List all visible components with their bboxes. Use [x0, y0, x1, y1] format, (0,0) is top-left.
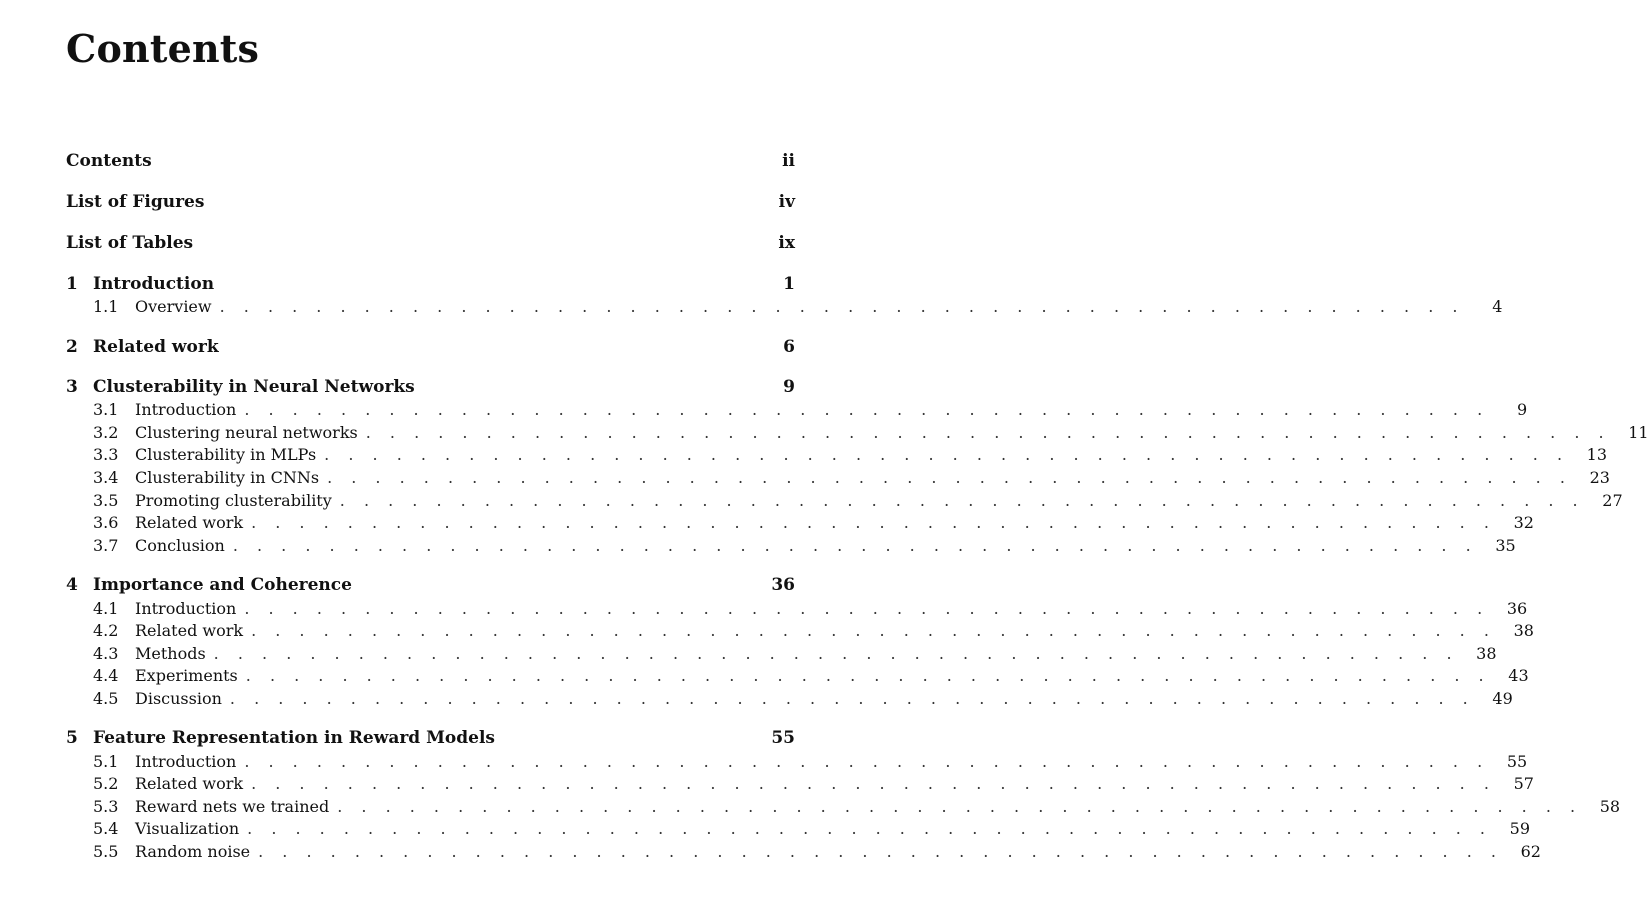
section-number: 4.4 [93, 666, 119, 685]
section-number: 5.5 [93, 842, 119, 861]
dot-leader: . . . . . . . . . . . . . . . . . . . . . . . . . . . . . . . . . . . . . . . . . . . . . . . . . . . . [244, 599, 1490, 618]
dot-leader: . . . . . . . . . . . . . . . . . . . . . . . . . . . . . . . . . . . . . . . . . . . . . . . . . . . . [213, 644, 1459, 663]
dot-leader: . . . . . . . . . . . . . . . . . . . . . . . . . . . . . . . . . . . . . . . . . . . . . . . . . . . . [337, 797, 1583, 816]
chapter-page: 6 [783, 337, 795, 357]
section-page: 43 [1508, 666, 1529, 685]
section-title: Methods [135, 644, 206, 663]
toc-section[interactable] [66, 599, 1528, 621]
section-number: 5.4 [93, 819, 119, 838]
toc-entry-label: List of Tables [66, 233, 194, 253]
toc-section[interactable] [66, 819, 1530, 841]
section-title: Conclusion [135, 536, 225, 555]
section-number: 3.7 [93, 536, 119, 555]
section-title: Introduction [135, 599, 237, 618]
toc-entry-page: ii [782, 151, 795, 171]
section-number: 3.6 [93, 513, 119, 532]
chapter-number: 1 [66, 274, 78, 294]
chapter-title: Importance and Coherence [93, 575, 352, 595]
section-title: Discussion [135, 689, 222, 708]
section-title: Related work [135, 513, 244, 532]
chapter-number: 3 [66, 377, 78, 397]
toc-entry-list-of-tables[interactable] [66, 233, 795, 255]
toc-section[interactable] [66, 423, 1649, 445]
dot-leader: . . . . . . . . . . . . . . . . . . . . . . . . . . . . . . . . . . . . . . . . . . . . . . . . . . . . [244, 400, 1490, 419]
section-page: 57 [1513, 774, 1534, 793]
section-page: 9 [1517, 400, 1528, 419]
section-title: Related work [135, 774, 244, 793]
section-number: 4.2 [93, 621, 119, 640]
toc-section[interactable] [66, 842, 1541, 864]
chapter-page: 9 [783, 377, 795, 397]
chapter-page: 36 [771, 575, 795, 595]
toc-entry-page: ix [778, 233, 795, 253]
section-page: 62 [1520, 842, 1541, 861]
section-page: 58 [1599, 797, 1621, 816]
section-page: 36 [1506, 599, 1528, 618]
dot-leader: . . . . . . . . . . . . . . . . . . . . . . . . . . . . . . . . . . . . . . . . . . . . . . . . . . . . [245, 666, 1491, 685]
section-page: 38 [1513, 621, 1534, 640]
toc-section[interactable] [66, 536, 1516, 558]
section-title: Related work [135, 621, 244, 640]
section-title: Introduction [135, 752, 237, 771]
section-title: Clustering neural networks [135, 423, 358, 442]
dot-leader: . . . . . . . . . . . . . . . . . . . . . . . . . . . . . . . . . . . . . . . . . . . . . . . . . . . . [232, 536, 1478, 555]
section-number: 3.4 [93, 468, 119, 487]
section-number: 5.3 [93, 797, 119, 816]
section-title: Introduction [135, 400, 237, 419]
toc-section[interactable] [66, 774, 1534, 796]
toc-entry-label: Contents [66, 151, 152, 171]
section-title: Clusterability in CNNs [135, 468, 320, 487]
section-number: 3.1 [93, 400, 119, 419]
section-title: Promoting clusterability [135, 491, 332, 510]
dot-leader: . . . . . . . . . . . . . . . . . . . . . . . . . . . . . . . . . . . . . . . . . . . . . . . . . . . . [251, 621, 1496, 640]
dot-leader: . . . . . . . . . . . . . . . . . . . . . . . . . . . . . . . . . . . . . . . . . . . . . . . . . . . . [247, 819, 1492, 838]
section-number: 1.1 [93, 297, 119, 316]
chapter-number: 2 [66, 337, 78, 357]
toc-section[interactable] [66, 400, 1528, 422]
table-of-contents [66, 0, 1649, 907]
dot-leader: . . . . . . . . . . . . . . . . . . . . . . . . . . . . . . . . . . . . . . . . . . . . . . . . . . . . [258, 842, 1503, 861]
section-number: 4.3 [93, 644, 119, 663]
toc-entry-contents[interactable] [66, 151, 795, 173]
toc-chapter[interactable] [66, 377, 795, 399]
chapter-page: 55 [771, 728, 795, 748]
section-number: 3.2 [93, 423, 119, 442]
chapter-page: 1 [783, 274, 795, 294]
section-title: Clusterability in MLPs [135, 445, 317, 464]
section-number: 5.2 [93, 774, 119, 793]
chapter-number: 4 [66, 575, 78, 595]
section-number: 4.1 [93, 599, 119, 618]
dot-leader: . . . . . . . . . . . . . . . . . . . . . . . . . . . . . . . . . . . . . . . . . . . . . . . . . . . . [327, 468, 1572, 487]
section-title: Overview [135, 297, 212, 316]
section-number: 3.5 [93, 491, 119, 510]
page-title: Contents [66, 26, 260, 71]
toc-section[interactable] [66, 297, 1503, 319]
dot-leader: . . . . . . . . . . . . . . . . . . . . . . . . . . . . . . . . . . . . . . . . . . . . . . . . . . . . [365, 423, 1611, 442]
toc-section[interactable] [66, 491, 1623, 513]
section-title: Random noise [135, 842, 251, 861]
dot-leader: . . . . . . . . . . . . . . . . . . . . . . . . . . . . . . . . . . . . . . . . . . . . . . . . . . . . [339, 491, 1585, 510]
dot-leader: . . . . . . . . . . . . . . . . . . . . . . . . . . . . . . . . . . . . . . . . . . . . . . . . . . . . [219, 297, 1465, 316]
section-page: 32 [1513, 513, 1534, 532]
section-page: 11 [1628, 423, 1649, 442]
toc-chapter[interactable] [66, 337, 795, 359]
toc-section[interactable] [66, 445, 1608, 467]
dot-leader: . . . . . . . . . . . . . . . . . . . . . . . . . . . . . . . . . . . . . . . . . . . . . . . . . . . . [324, 445, 1570, 464]
section-page: 27 [1602, 491, 1623, 510]
toc-chapter[interactable] [66, 274, 795, 296]
section-title: Experiments [135, 666, 238, 685]
section-page: 49 [1492, 689, 1513, 708]
chapter-title: Related work [93, 337, 219, 357]
dot-leader: . . . . . . . . . . . . . . . . . . . . . . . . . . . . . . . . . . . . . . . . . . . . . . . . . . . . [251, 513, 1496, 532]
chapter-number: 5 [66, 728, 78, 748]
dot-leader: . . . . . . . . . . . . . . . . . . . . . . . . . . . . . . . . . . . . . . . . . . . . . . . . . . . . [251, 774, 1496, 793]
toc-section[interactable] [66, 644, 1497, 666]
section-page: 55 [1506, 752, 1528, 771]
section-page: 35 [1495, 536, 1516, 555]
toc-entry-page: iv [778, 192, 795, 212]
section-page: 23 [1589, 468, 1610, 487]
toc-section[interactable] [66, 666, 1529, 688]
toc-chapter[interactable] [66, 575, 795, 597]
chapter-title: Introduction [93, 274, 215, 294]
toc-section[interactable] [66, 797, 1621, 819]
toc-entry-list-of-figures[interactable] [66, 192, 795, 214]
section-page: 4 [1492, 297, 1503, 316]
toc-entry-label: List of Figures [66, 192, 205, 212]
section-number: 4.5 [93, 689, 119, 708]
section-number: 3.3 [93, 445, 119, 464]
toc-section[interactable] [66, 621, 1534, 643]
section-page: 59 [1509, 819, 1530, 838]
section-number: 5.1 [93, 752, 119, 771]
toc-chapter[interactable] [66, 728, 795, 750]
toc-section[interactable] [66, 468, 1610, 490]
dot-leader: . . . . . . . . . . . . . . . . . . . . . . . . . . . . . . . . . . . . . . . . . . . . . . . . . . . . [244, 752, 1490, 771]
section-title: Visualization [135, 819, 240, 838]
toc-section[interactable] [66, 513, 1534, 535]
section-page: 38 [1476, 644, 1497, 663]
dot-leader: . . . . . . . . . . . . . . . . . . . . . . . . . . . . . . . . . . . . . . . . . . . . . . . . . . . . [229, 689, 1475, 708]
chapter-title: Clusterability in Neural Networks [93, 377, 415, 397]
toc-section[interactable] [66, 752, 1528, 774]
section-page: 13 [1586, 445, 1608, 464]
section-title: Reward nets we trained [135, 797, 330, 816]
chapter-title: Feature Representation in Reward Models [93, 728, 495, 748]
toc-section[interactable] [66, 689, 1513, 711]
